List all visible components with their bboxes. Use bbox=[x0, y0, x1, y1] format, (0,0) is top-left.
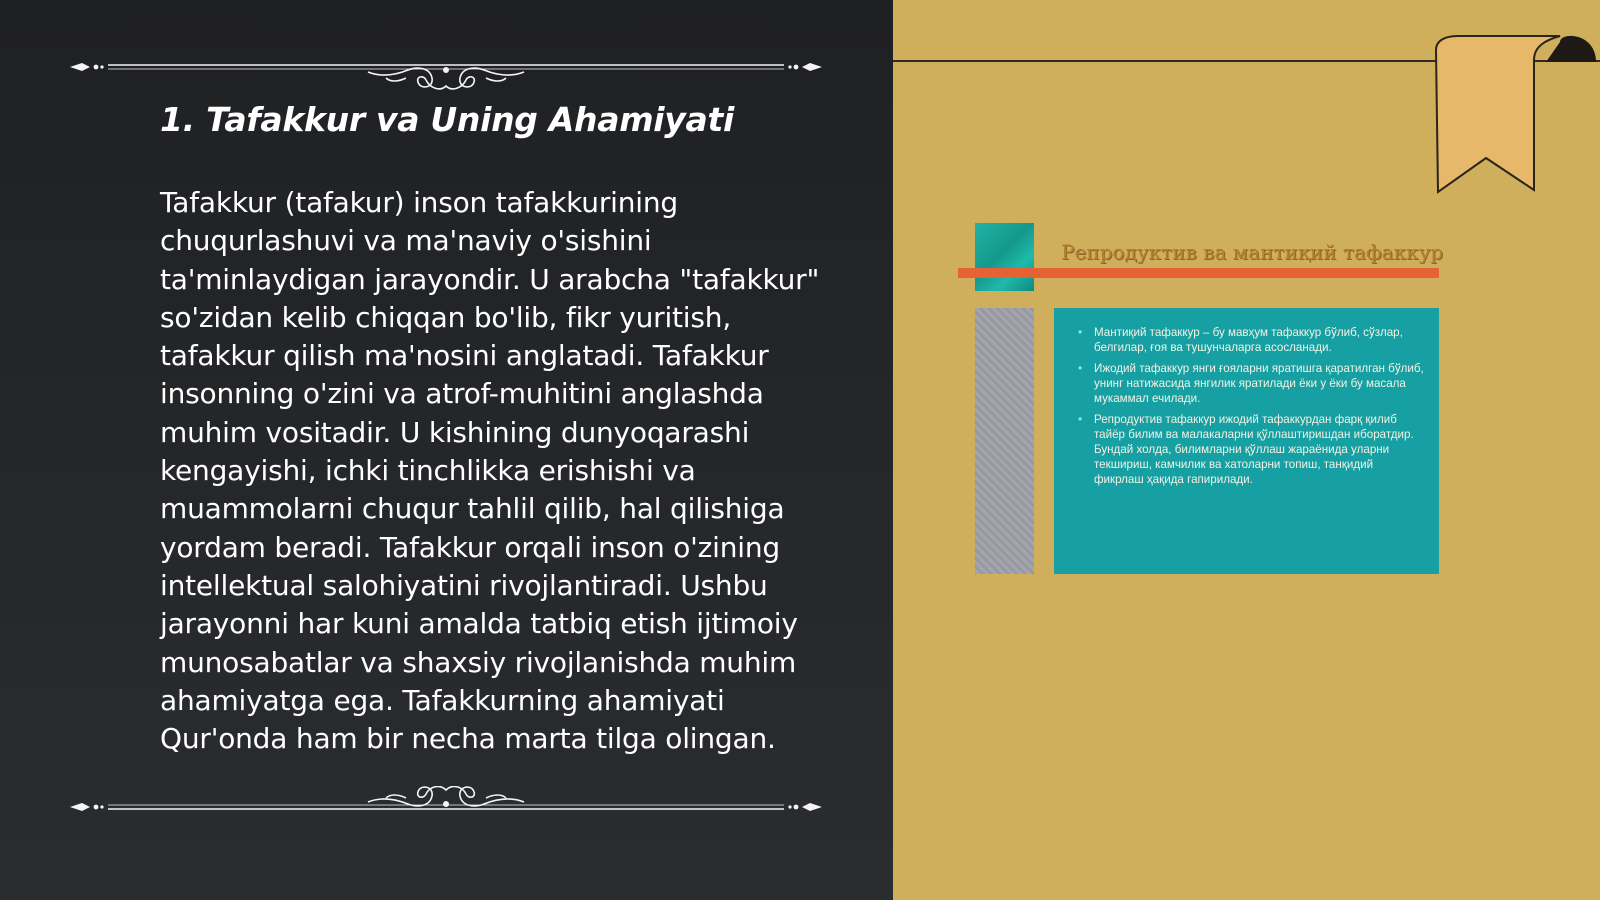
slide-title: 1. Tafakkur va Uning Ahamiyati bbox=[160, 100, 734, 139]
bullet-item bbox=[1078, 361, 1425, 406]
bottom-ornament-divider bbox=[68, 786, 824, 830]
slide-body-text: Tafakkur (tafakur) inson tafakkurining chuqurlashuvi va ma'naviy o'sishini ta'minlaydigan jarayondir. U arabcha "tafakkur" so'zidan kelib chiqqan bo'lib, fikr yuritish, tafakkur qilish ma'nosini anglatadi. Tafakkur insonning o'zini va atrof-muhitini anglashda muhim vositadir. U kishining dunyoqarashi kengayishi, ichki tinchlikka erishishi va muammolarni chuqur tahlil qilib, hal qilishiga yordam beradi. Tafakkur orqali inson o'zining intellektual salohiyatini rivojlantiradi. Ushbu jarayonni har kuni amaldа tatbiq etish ijtimoiy munosabatlar va shaxsiy rivojlanishda muhim ahamiyatga ega. Tafakkurning ahamiyati Qur'onda ham bir necha marta tilga olingan. bbox=[160, 186, 820, 756]
bookmark-ribbon-icon bbox=[1434, 34, 1600, 204]
bullet-text: Мантиқий тафаккур – бу мавҳум тафаккур бўлиб, сўзлар, белгилар, ғоя ва тушунчаларга асосланади. bbox=[1094, 326, 1403, 354]
orange-accent-bar bbox=[958, 268, 1439, 278]
gray-pattern-block bbox=[975, 308, 1034, 574]
bullet-item bbox=[1078, 412, 1425, 487]
bullet-icon: • bbox=[1078, 412, 1083, 426]
top-ornament-divider bbox=[68, 48, 824, 92]
embedded-slide-heading: Репродуктив ва мантиқий тафаккур bbox=[1061, 240, 1444, 264]
bullet-text: Репродуктив тафаккур ижодий тафаккурдан фарқ қилиб тайёр билим ва малакаларни қўллаштиришдан иборатдир. Бундай холда, билимларни қўллаш жараёнида уларни текшириш, камчилик ва хатоларни топиш, танқидий фикрлаш ҳақида гапирилади. bbox=[1094, 413, 1414, 486]
bullet-list bbox=[1054, 308, 1439, 487]
embedded-slide-image bbox=[955, 210, 1444, 580]
bullet-box bbox=[1054, 308, 1439, 574]
bullet-item bbox=[1078, 325, 1425, 355]
bullet-icon: • bbox=[1078, 325, 1083, 339]
teal-square bbox=[975, 223, 1034, 291]
bullet-text: Ижодий тафаккур янги ғояларни яратишга қаратилган бўлиб, унинг натижасида янгилик яратилади ёки у ёки бу масала мукаммал ечилади. bbox=[1094, 362, 1424, 405]
bullet-icon: • bbox=[1078, 361, 1083, 375]
